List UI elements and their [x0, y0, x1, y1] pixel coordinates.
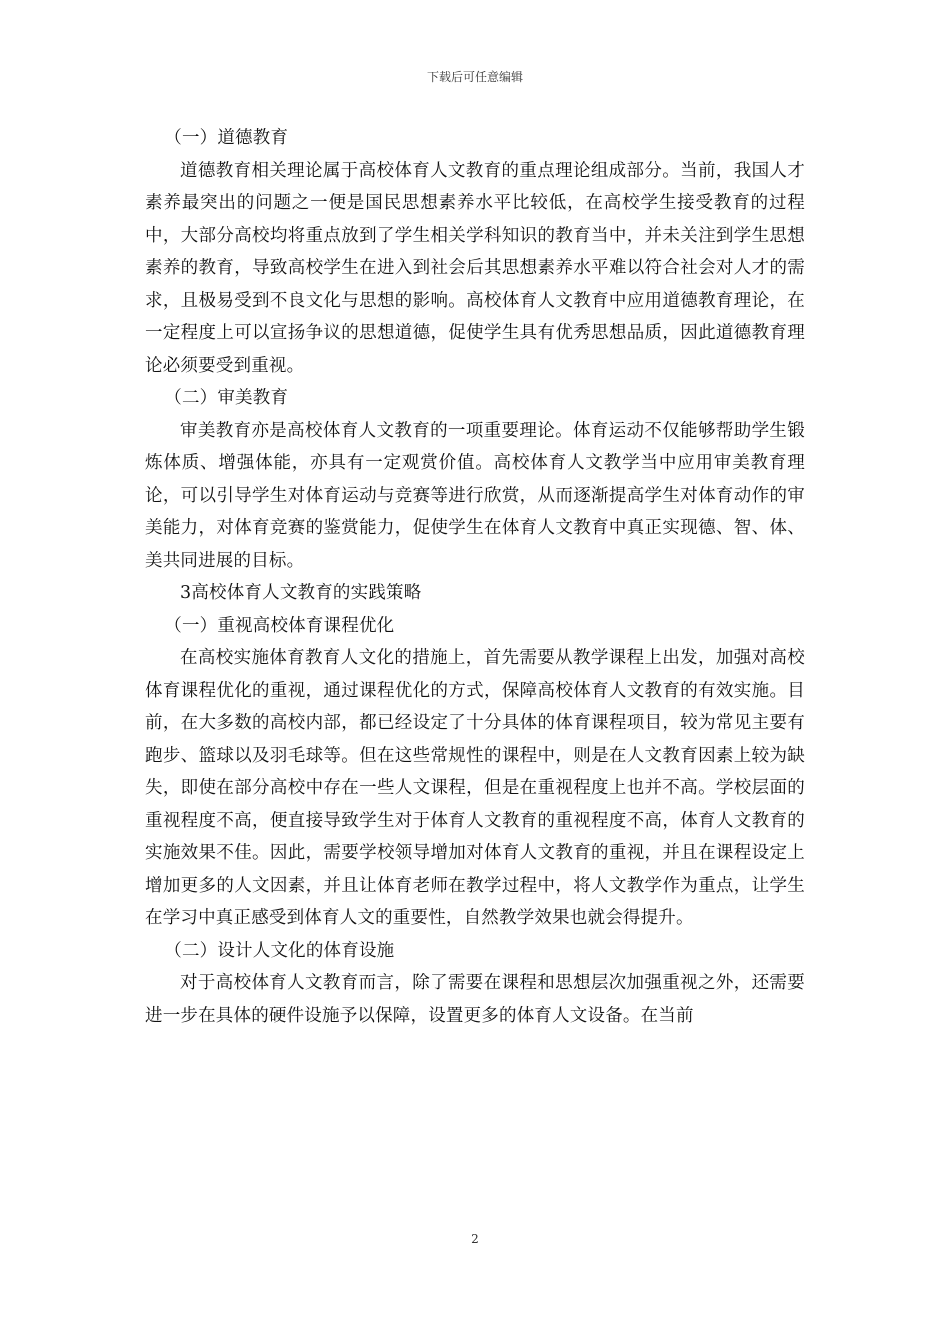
section-heading: （二）设计人文化的体育设施 — [164, 940, 395, 961]
section-heading: （二）审美教育 — [164, 388, 289, 408]
section-heading: （一）重视高校体育课程优化 — [164, 615, 395, 636]
document-body — [145, 122, 805, 1032]
paragraph: 审美教育亦是高校体育人文教育的一项重要理论。体育运动不仅能够帮助学生锻炼体质、增强体能，亦具有一定观赏价值。高校体育人文教学当中应用审美教育理论，可以引导学生对体育运动与竞赛等进行欣赏，从而逐渐提高学生对体育动作的审美能力，对体育竞赛的鉴赏能力，促使学生在体育人文教育中真正实现德、智、体、美共同进展的目标。 — [145, 420, 805, 571]
paragraph: 在高校实施体育教育人文化的措施上，首先需要从教学课程上出发，加强对高校体育课程优化的重视，通过课程优化的方式，保障高校体育人文教育的有效实施。目前，在大多数的高校内部，都已经设定了十分具体的体育课程项目，较为常见主要有跑步、篮球以及羽毛球等。但在这些常规性的课程中，则是在人文教育因素上较为缺失，即使在部分高校中存在一些人文课程，但是在重视程度上也并不高。学校层面的重视程度不高，便直接导致学生对于体育人文教育的重视程度不高，体育人文教育的实施效果不佳。因此，需要学校领导增加对体育人文教育的重视，并且在课程设定上增加更多的人文因素，并且让体育老师在教学过程中，将人文教学作为重点，让学生在学习中真正感受到体育人文的重要性，自然教学效果也就会得提升。 — [145, 648, 805, 928]
paragraph: 道德教育相关理论属于高校体育人文教育的重点理论组成部分。当前，我国人才素养最突出的问题之一便是国民思想素养水平比较低，在高校学生接受教育的过程中，大部分高校均将重点放到了学生相关学科知识的教育当中，并未关注到学生思想素养的教育，导致高校学生在进入到社会后其思想素养水平难以符合社会对人才的需求，且极易受到不良文化与思想的影响。高校体育人文教育中应用道德教育理论，在一定程度上可以宣扬争议的思想道德，促使学生具有优秀思想品质，因此道德教育理论必须要受到重视。 — [145, 160, 805, 376]
section-heading: （一）道德教育 — [164, 128, 289, 148]
chapter-heading: 3高校体育人文教育的实践策略 — [180, 583, 422, 603]
page-header: 下载后可任意编辑 — [426, 70, 523, 84]
paragraph: 对于高校体育人文教育而言，除了需要在课程和思想层次加强重视之外，还需要进一步在具体的硬件设施予以保障，设置更多的体育人文设备。在当前 — [145, 973, 805, 1026]
page-number: 2 — [471, 1232, 479, 1246]
